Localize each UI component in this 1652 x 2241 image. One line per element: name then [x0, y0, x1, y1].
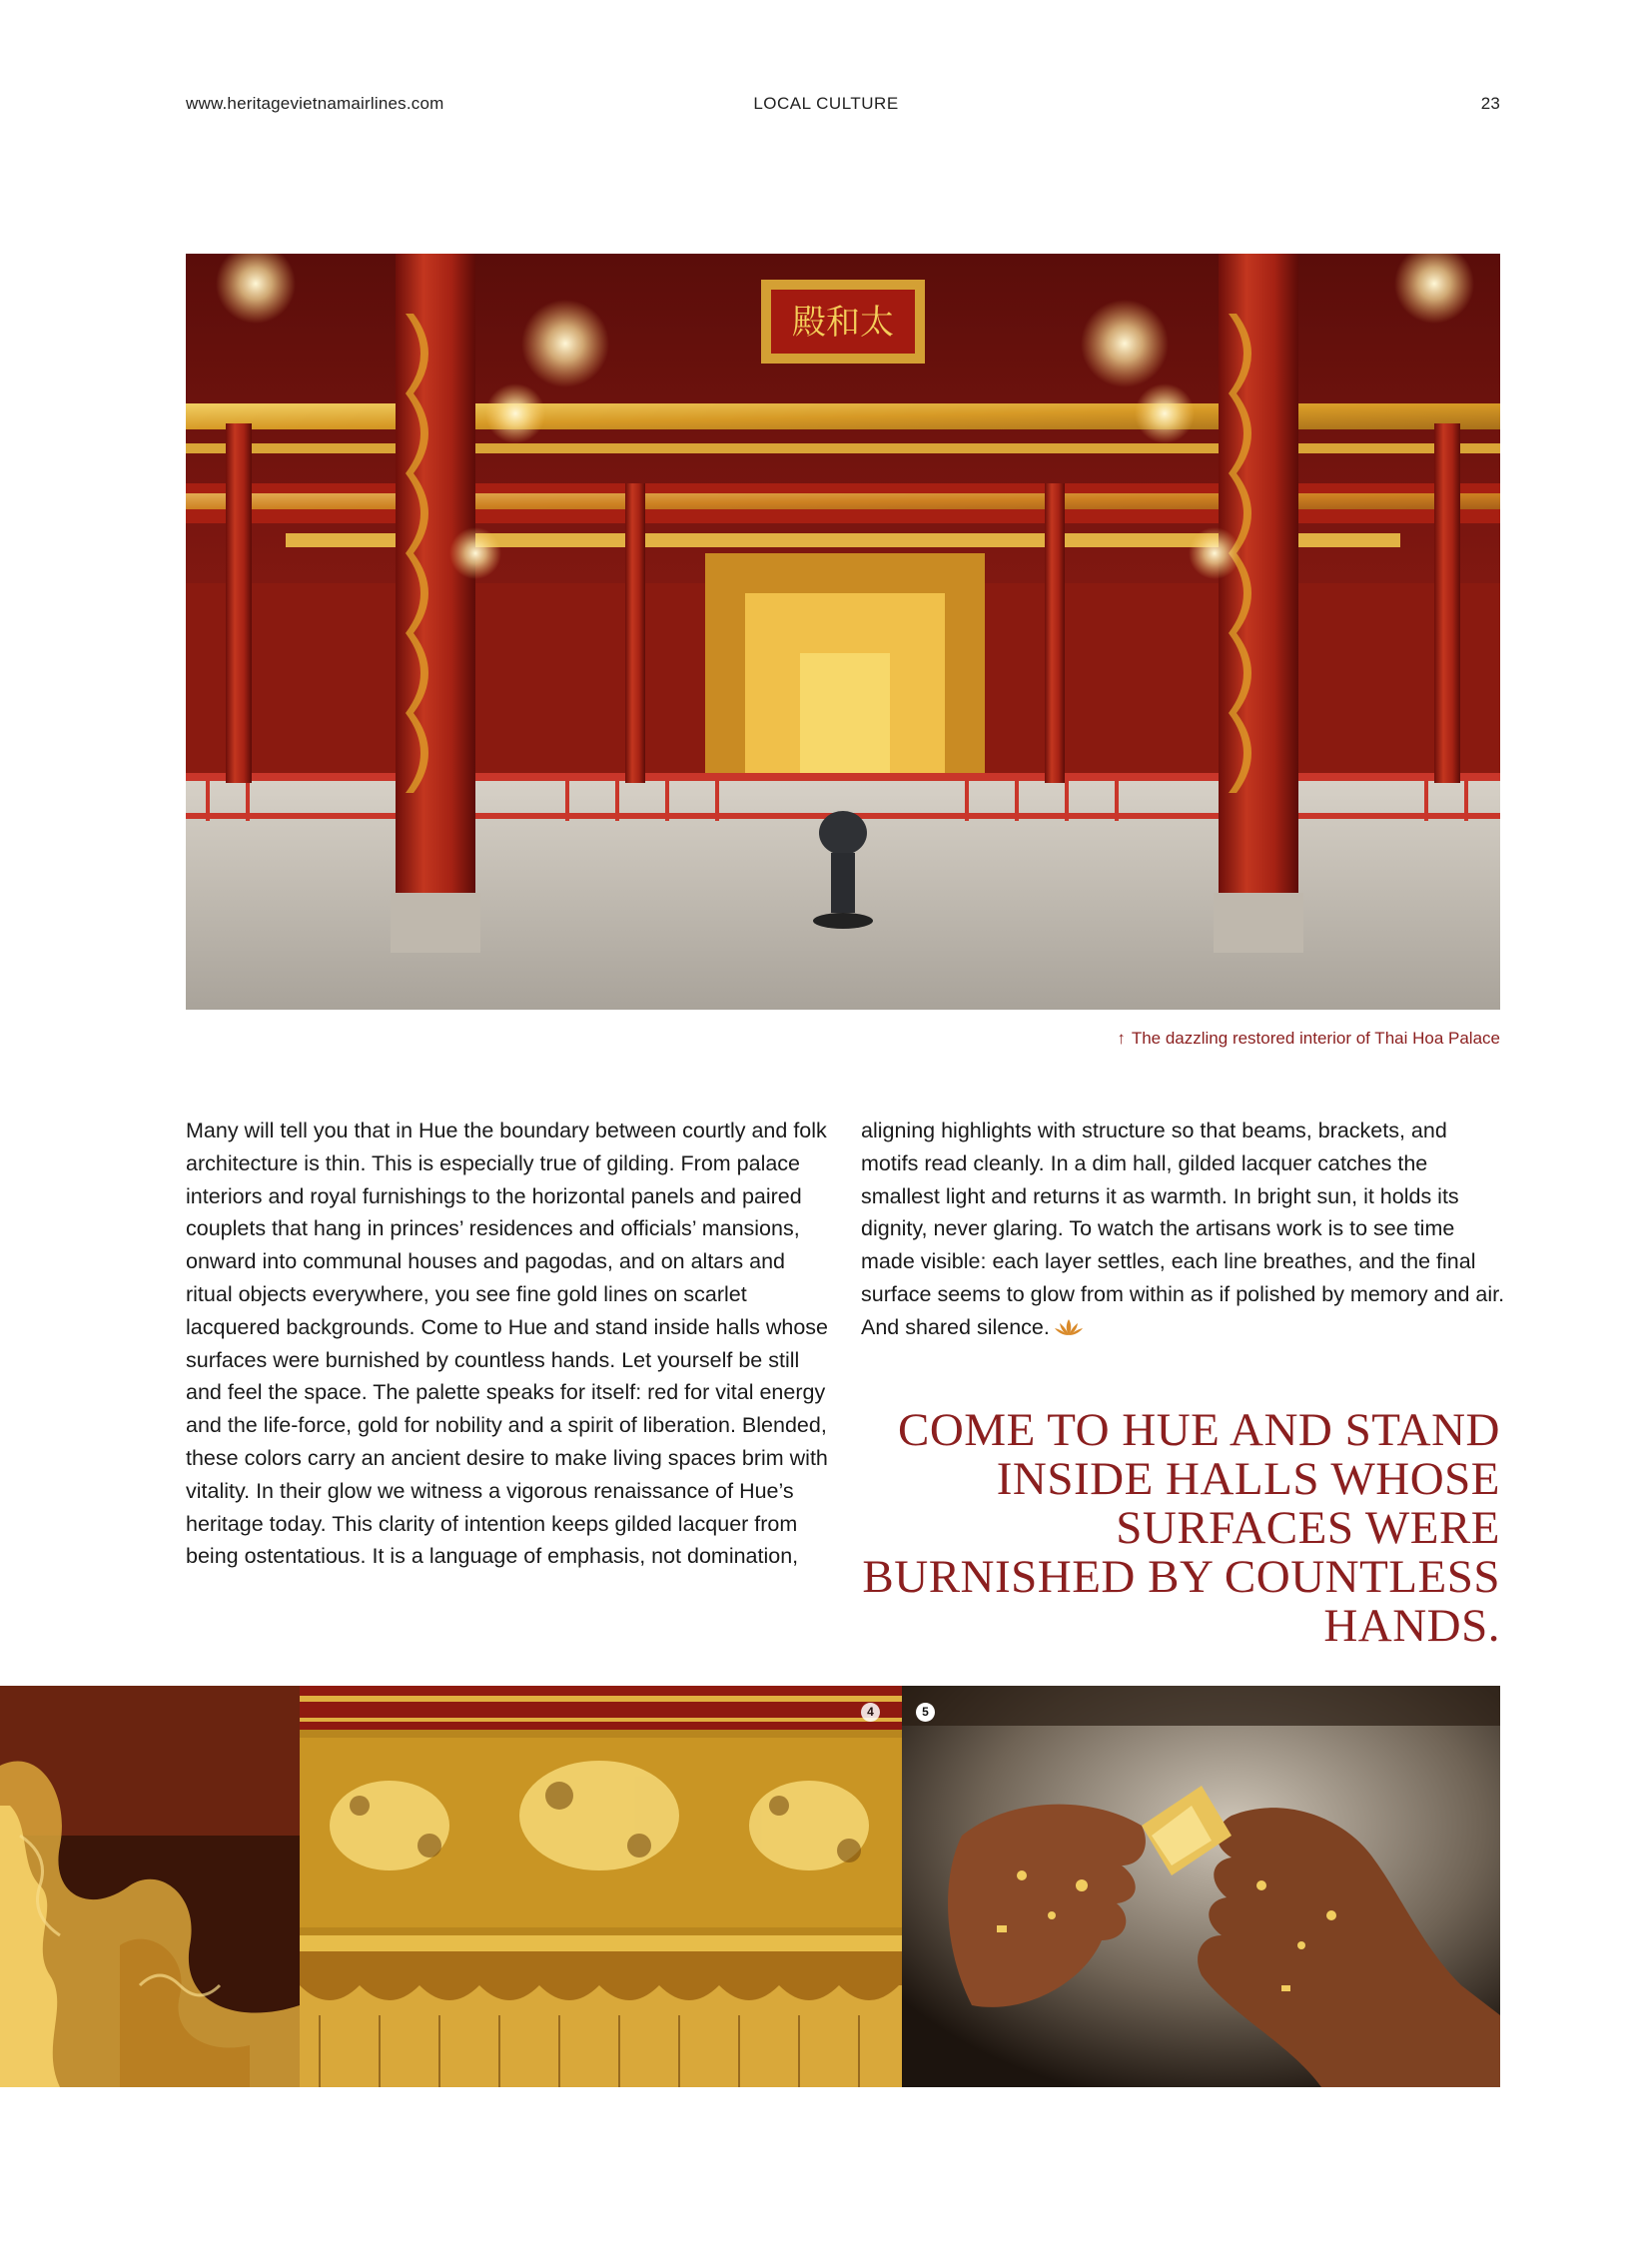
- arrow-up-icon: ↑: [1117, 1029, 1126, 1048]
- article-paragraph-left: Many will tell you that in Hue the boundary between courtly and folk architecture is thin. This is especially true of gilding. From palace interiors and royal furnishings to the horizontal panels and paired couplets that hang in princes’ residences and officials’ mansions, onward into communal houses and pagodas, and on altars and ritual objects everywhere, you see fine gold lines on scarlet lacquered backgrounds. Come to Hue and stand inside halls whose surfaces were burnished by countless hands. Let yourself be still and feel the space. The palette speaks for itself: red for vital energy and the life-force, gold for nobility and a spirit of liberation. Blended, these colors carry an ancient desire to make living spaces brim with vitality. In their glow we witness a vigorous renaissance of Hue’s heritage today. This clarity of intention keeps gilded lacquer from being ostentatious. It is a language of emphasis, not domination,: [186, 1119, 829, 1569]
- hero-caption: [1117, 1029, 1500, 1049]
- article-column-right: [861, 1115, 1510, 1344]
- lotus-end-mark-icon: [1054, 1313, 1084, 1331]
- plaque-text: 殿和太: [792, 303, 894, 343]
- pull-quote: COME TO HUE AND STAND INSIDE HALLS WHOSE SURFACES WERE BURNISHED BY COUNTLESS HANDS.: [862, 1404, 1500, 1652]
- article-text-right: aligning highlights with structure so that beams, brackets, and motifs read cleanly. In a dim hall, gilded lacquer catches the smallest light and returns it as warmth. In bright sun, it holds its dignity, never glaring. To watch the artisans work is to see time made visible: each layer settles, each line breathes, and the final surface seems to glow from within as if polished by memory and air. And shared silence.: [861, 1119, 1505, 1339]
- header-url[interactable]: www.heritagevietnamairlines.com: [186, 94, 444, 113]
- photo-number-badge-5: 5: [916, 1703, 935, 1722]
- photo-gilded-dragon-carving: [0, 1686, 300, 2087]
- photo-artisan-gold-leaf: [902, 1686, 1500, 2087]
- article-column-left: [186, 1115, 835, 1573]
- photo-gilded-carved-panel: [300, 1686, 902, 2087]
- article-paragraph-right: [861, 1115, 1510, 1344]
- hero-caption-text: The dazzling restored interior of Thai Hoa Palace: [1131, 1029, 1500, 1048]
- hero-photo-thai-hoa-palace: [186, 254, 1500, 1010]
- section-title: LOCAL CULTURE: [753, 94, 899, 113]
- page-number: 23: [1480, 94, 1500, 113]
- photo-number-badge-4: 4: [861, 1703, 880, 1722]
